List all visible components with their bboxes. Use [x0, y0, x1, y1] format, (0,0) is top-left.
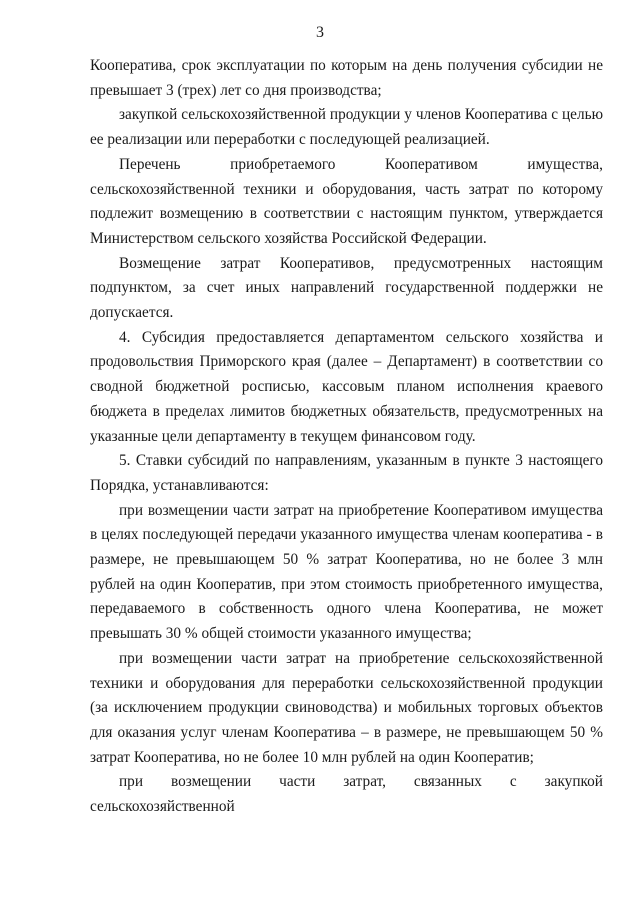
paragraph-no-double-support: Возмещение затрат Кооперативов, предусмотренных настоящим подпунктом, за счет иных направлений государственной поддержки не допускается.: [90, 254, 603, 322]
paragraph-clause-5: 5. Ставки субсидий по направлениям, указанным в пункте 3 настоящего Порядка, устанавливаются:: [90, 452, 603, 494]
paragraph-clause-4: 4. Субсидия предоставляется департаментом сельского хозяйства и продовольствия Приморского края (далее – Департамент) в соответствии со сводной бюджетной росписью, кассовым планом исполнения краевого бюджета в пределах лимитов бюджетных обязательств, предусмотренных на указанные цели департаменту в текущем финансовом году.: [90, 328, 603, 445]
paragraph-rate-equipment: при возмещении части затрат на приобретение сельскохозяйственной техники и оборудования для переработки сельскохозяйственной продукции (за исключением продукции свиноводства) и мобильных торговых объектов для оказания услуг членам Кооператива – в размере, не превышающем 50 % затрат Кооператива, но не более 10 млн рублей на один Кооператив;: [90, 649, 603, 766]
paragraph-continuation: Кооператива, срок эксплуатации по которым на день получения субсидии не превышает 3 (трех) лет со дня производства;: [90, 57, 603, 99]
document-body: [90, 54, 603, 820]
paragraph-purchase-produce: закупкой сельскохозяйственной продукции у членов Кооператива с целью ее реализации или переработки с последующей реализацией.: [90, 106, 603, 149]
paragraph-rate-purchase: при возмещении части затрат, связанных с закупкой сельскохозяйственной: [90, 773, 603, 816]
paragraph-rate-property: при возмещении части затрат на приобретение Кооперативом имущества в целях последующей передачи указанного имущества членам кооператива - в размере, не превышающем 50 % затрат Кооператива, но не более 3 млн рублей на один Кооператив, при этом стоимость приобретенного имущества, передаваемого в собственность одного члена Кооператива, не может превышать 30 % общей стоимости указанного имущества;: [90, 501, 603, 643]
paragraph-property-list: Перечень приобретаемого Кооперативом имущества, сельскохозяйственной техники и оборудования, часть затрат по которому подлежит возмещению в соответствии с настоящим пунктом, утверждается Министерством сельского хозяйства Российской Федерации.: [90, 155, 603, 247]
page-number: 3: [316, 24, 324, 41]
